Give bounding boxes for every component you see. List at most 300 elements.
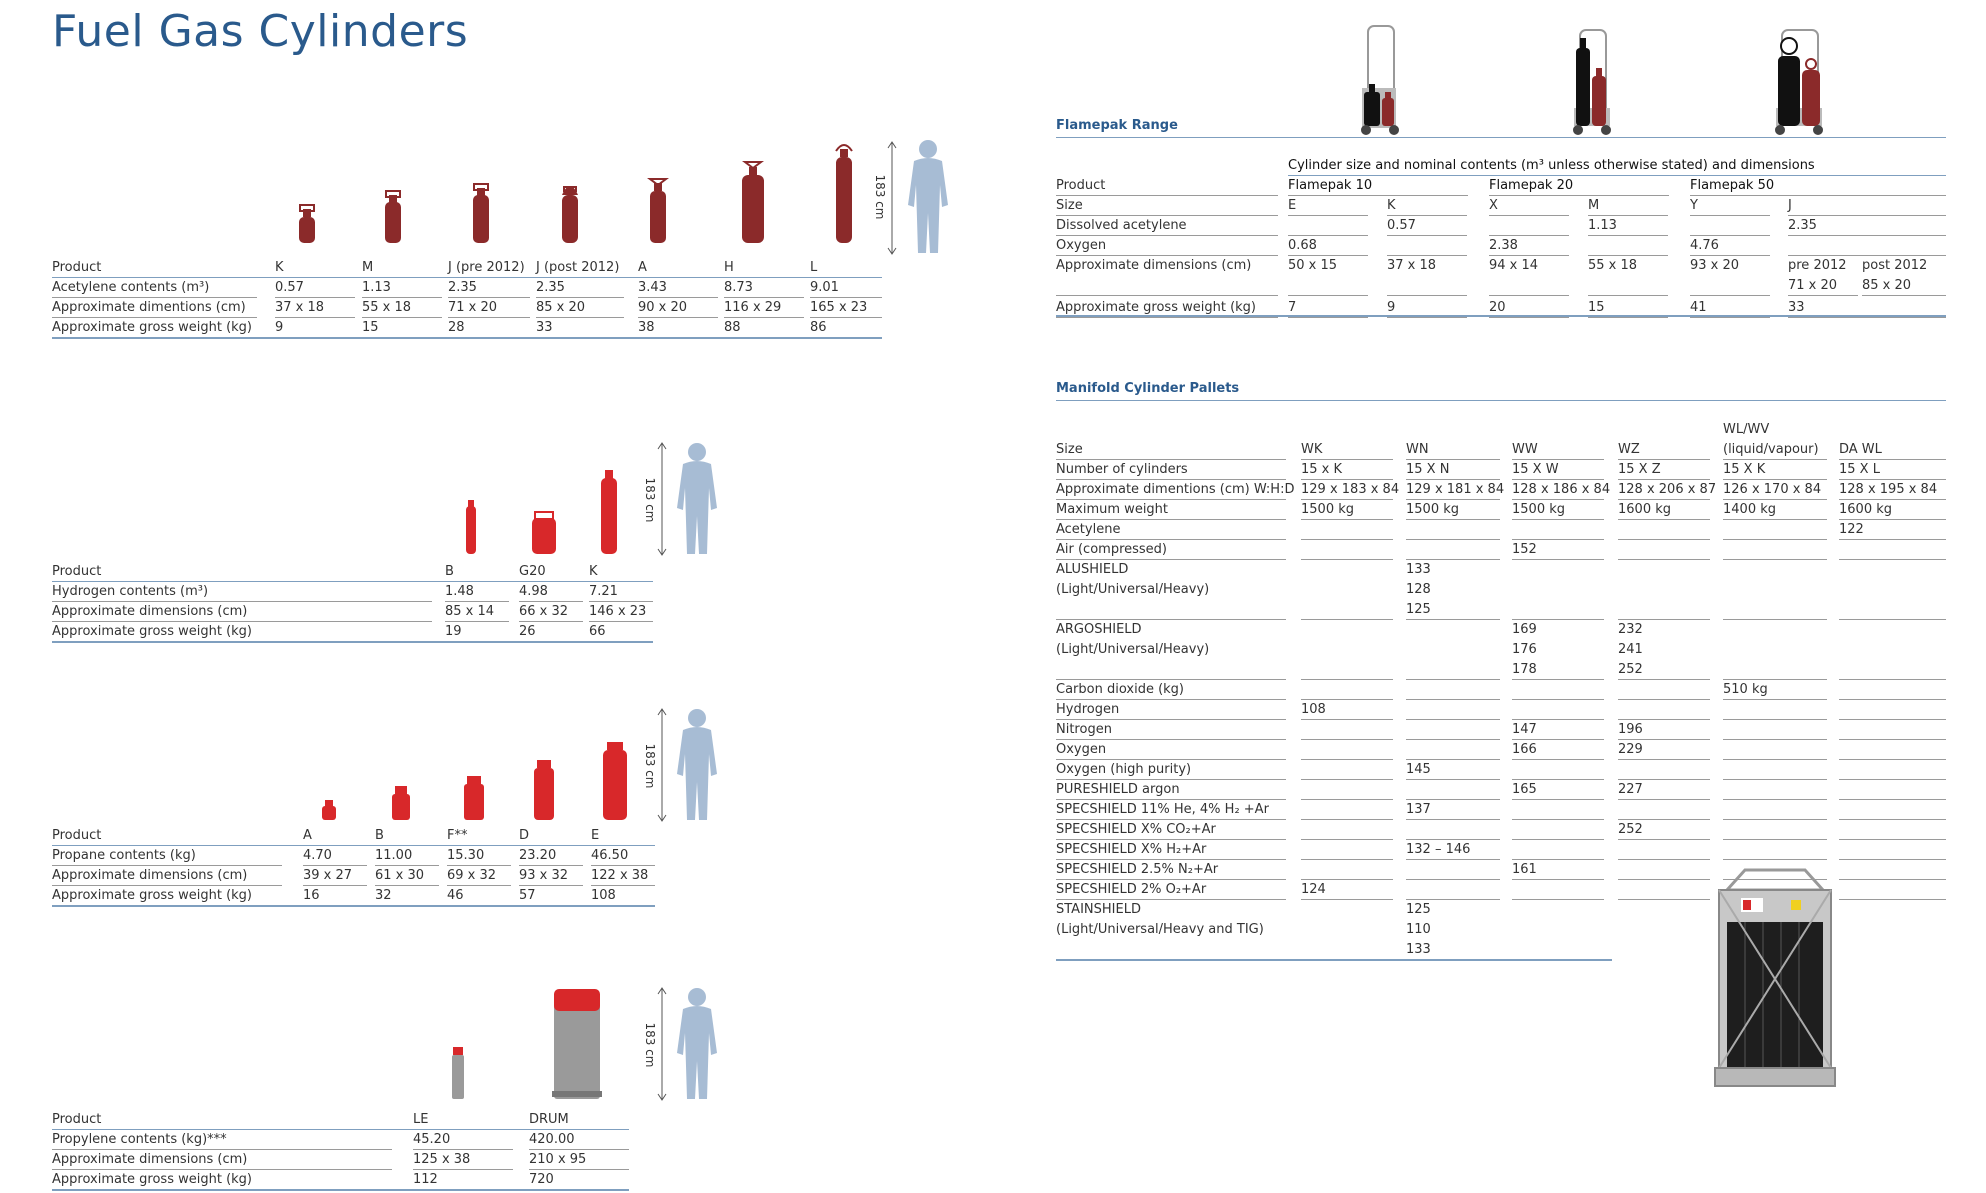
hydrogen-illustration	[440, 440, 730, 560]
cell-value: 169	[1512, 622, 1537, 637]
manifold-section-title: Manifold Cylinder Pallets	[1056, 381, 1240, 396]
table-row	[1056, 580, 1946, 600]
flamepak-50-icon	[1775, 30, 1823, 135]
cell-value: 128 x 186 x 84	[1512, 480, 1604, 500]
cell-value: 125	[1406, 902, 1431, 917]
cylinder-d-icon	[534, 760, 554, 820]
cell-value	[1406, 820, 1500, 840]
row-label: Approximate gross weight (kg)	[1056, 298, 1278, 318]
row-label: Hydrogen contents (m³)	[52, 582, 432, 602]
cell-value	[1406, 780, 1500, 800]
col-wl-sub: (liquid/vapour)	[1723, 440, 1827, 460]
cell-value: 110	[1406, 922, 1431, 937]
header-col: A	[303, 828, 312, 843]
cell-value	[1839, 600, 1946, 620]
row-label: SPECSHIELD 11% He, 4% H₂ +Ar	[1056, 800, 1286, 820]
cell-value: 252	[1618, 660, 1710, 680]
flamepak-50-header: Flamepak 50	[1690, 176, 1946, 196]
header-row	[52, 1110, 642, 1130]
row-label: SPECSHIELD X% CO₂+Ar	[1056, 820, 1286, 840]
j-post-dims: 85 x 20	[1862, 276, 1946, 296]
table-row	[52, 866, 649, 886]
cell-value: 241	[1618, 642, 1643, 657]
table-row	[52, 278, 882, 298]
cell-value: 147	[1512, 720, 1604, 740]
table-row	[1056, 720, 1946, 740]
cell-value: 15 X L	[1839, 460, 1946, 480]
cell-value: 32	[375, 886, 439, 906]
dimensions-row-2	[1056, 276, 1946, 296]
cylinder-f-icon	[464, 776, 484, 820]
header-col: A	[638, 260, 647, 275]
cylinder-b-icon	[466, 500, 476, 554]
cell-spacer	[1288, 276, 1368, 296]
table-row	[1056, 760, 1946, 780]
table-base-rule	[1056, 959, 1612, 961]
cell-value: 1.13	[362, 278, 442, 298]
cell-value	[1723, 780, 1827, 800]
cell-value: 227	[1618, 780, 1710, 800]
cell-value: 145	[1406, 760, 1500, 780]
cell-value: 85 x 20	[536, 298, 624, 318]
cell-value	[1301, 720, 1393, 740]
cell-value: 128 x 206 x 87	[1618, 480, 1710, 500]
acetylene-illustration	[280, 135, 960, 255]
cell-value: 90 x 20	[638, 298, 718, 318]
cell-value: 165	[1512, 780, 1604, 800]
header-col: H	[724, 260, 734, 275]
cell-value: 112	[413, 1170, 513, 1190]
cell-value	[1301, 540, 1393, 560]
table-row	[1056, 840, 1946, 860]
cylinder-k-icon	[601, 470, 617, 554]
cell-value	[1618, 680, 1710, 700]
cell-value: 137	[1406, 800, 1500, 820]
header-col: F**	[447, 828, 468, 843]
table-base-rule	[52, 1189, 629, 1191]
cell-value: 41	[1690, 298, 1770, 318]
cell-value: 0.57	[1387, 216, 1467, 236]
row-label: Approximate dimentions (cm)	[52, 298, 257, 318]
table-row	[52, 602, 647, 622]
header-col: K	[589, 564, 598, 579]
cell-value: 2.35	[1788, 216, 1946, 236]
propane-illustration	[300, 706, 730, 826]
cell-value	[1288, 216, 1368, 236]
row-label: ALUSHIELD	[1056, 562, 1129, 577]
row-label: (Light/Universal/Heavy)	[1056, 642, 1210, 657]
flamepak-illustration	[1340, 22, 1880, 140]
cell-value	[1618, 880, 1710, 900]
cell-value	[1301, 680, 1393, 700]
cell-value: 122	[1839, 520, 1946, 540]
flamepak-20-header: Flamepak 20	[1489, 176, 1669, 196]
flamepak-caption: Cylinder size and nominal contents (m³ unless otherwise stated) and dimensions	[1288, 158, 1815, 173]
row-label: Propane contents (kg)	[52, 846, 282, 866]
cell-value: 129 x 181 x 84	[1406, 480, 1500, 500]
cell-value: 94 x 14	[1489, 258, 1539, 273]
header-row	[52, 562, 642, 582]
cell-value: 152	[1512, 540, 1604, 560]
row-label-spacer	[1056, 276, 1278, 296]
cell-value: 71 x 20	[448, 298, 530, 318]
cell-value	[1301, 840, 1393, 860]
header-col: B	[445, 564, 454, 579]
cell-value	[1723, 620, 1827, 640]
table-row	[1056, 620, 1946, 640]
cell-value	[1723, 740, 1827, 760]
table-row	[52, 886, 642, 906]
table-row	[1056, 640, 1946, 660]
cylinder-e-icon	[603, 742, 627, 820]
cell-value: 9.01	[810, 278, 882, 298]
header-row	[52, 258, 882, 278]
header-product: Product	[52, 1112, 102, 1127]
cell-value: 0.68	[1288, 236, 1368, 256]
cell-value: 39 x 27	[303, 866, 367, 886]
cell-value: 126 x 170 x 84	[1723, 480, 1827, 500]
row-label: Nitrogen	[1056, 720, 1286, 740]
cell-value: 252	[1618, 820, 1710, 840]
oxygen-row	[1056, 236, 1946, 256]
row-label: ARGOSHIELD	[1056, 622, 1142, 637]
cell-value	[1839, 540, 1946, 560]
table-row	[1056, 480, 1946, 500]
cell-value: M	[1588, 196, 1668, 216]
cell-value: 146 x 23	[589, 602, 653, 622]
dimensions-row	[1056, 256, 1946, 276]
col-header: WK	[1301, 440, 1393, 460]
cell-value: 1600 kg	[1618, 500, 1710, 520]
cell-value: 165 x 23	[810, 298, 882, 318]
cell-value: 15	[362, 318, 442, 338]
cell-value: 4.70	[303, 846, 367, 866]
cell-value	[1301, 740, 1393, 760]
cell-value	[1406, 680, 1500, 700]
height-arrow-icon	[658, 443, 666, 555]
cell-value: 133	[1406, 942, 1431, 957]
col-header: WN	[1406, 440, 1500, 460]
cell-value: 4.98	[519, 582, 583, 602]
cylinder-m-icon	[385, 191, 401, 243]
cell-value: 9	[275, 318, 355, 338]
cell-value	[1301, 600, 1393, 620]
cell-value	[1489, 216, 1569, 236]
cell-value: 161	[1512, 860, 1604, 880]
header-col: LE	[413, 1112, 429, 1127]
row-label: Acetylene contents (m³)	[52, 278, 257, 298]
cell-value	[1839, 760, 1946, 780]
cell-value	[1839, 640, 1946, 660]
cell-value: 0.57	[275, 278, 355, 298]
header-col: E	[591, 828, 600, 843]
acetylene-row	[1056, 216, 1946, 236]
cell-value: 66 x 32	[519, 602, 583, 622]
cell-value: 46.50	[591, 846, 655, 866]
cell-value	[1788, 236, 1946, 256]
page-title: Fuel Gas Cylinders	[52, 6, 469, 57]
cell-value: 28	[448, 318, 530, 338]
cell-value: 37 x 18	[275, 298, 355, 318]
table-row	[1056, 500, 1946, 520]
cell-value	[1618, 800, 1710, 820]
cell-value	[1618, 760, 1710, 780]
cell-value	[1301, 660, 1393, 680]
cell-value	[1301, 800, 1393, 820]
cell-value	[1618, 940, 1710, 960]
cell-value	[1839, 860, 1946, 880]
cell-value	[1301, 860, 1393, 880]
table-row	[52, 846, 642, 866]
cell-value: 61 x 30	[375, 866, 439, 886]
header-col: D	[519, 828, 530, 843]
table-row	[1056, 740, 1946, 760]
cell-value: 45.20	[413, 1130, 513, 1150]
header-product: Product	[52, 828, 102, 843]
cell-value	[1301, 580, 1393, 600]
manifold-pallet-illustration	[1705, 862, 1845, 1092]
cell-value: 15 x K	[1301, 460, 1393, 480]
person-silhouette-icon	[677, 709, 717, 820]
cell-value: 116 x 29	[724, 298, 804, 318]
cell-value	[1618, 700, 1710, 720]
cell-value	[1618, 520, 1710, 540]
header-col: J (pre 2012)	[448, 260, 525, 275]
cell-value: 178	[1512, 660, 1604, 680]
header-col: L	[810, 260, 818, 275]
table-base-rule	[52, 905, 655, 907]
cell-value: 125 x 38	[413, 1150, 513, 1170]
height-arrow-icon	[658, 709, 666, 821]
cell-value: 124	[1301, 880, 1393, 900]
cell-value	[1301, 900, 1393, 920]
cell-value	[1512, 800, 1604, 820]
row-label: Oxygen	[1056, 740, 1286, 760]
cell-value: 1400 kg	[1723, 500, 1827, 520]
cylinder-a-icon	[322, 800, 336, 820]
cell-value: 16	[303, 886, 367, 906]
cell-value	[1839, 820, 1946, 840]
cell-value: 23.20	[519, 846, 583, 866]
cell-value: 37 x 18	[1387, 258, 1437, 273]
table-row	[1056, 460, 1946, 480]
cell-value: 15 X K	[1723, 460, 1827, 480]
cell-value	[1618, 920, 1710, 940]
row-label: Approximate gross weight (kg)	[52, 886, 282, 906]
row-label: Approximate dimensions (cm)	[52, 1150, 392, 1170]
cell-value	[1723, 560, 1827, 580]
flamepak-section-rule	[1056, 137, 1946, 138]
cylinder-a-icon	[650, 179, 666, 243]
cell-value	[1839, 580, 1946, 600]
cell-value	[1839, 560, 1946, 580]
table-row	[1056, 600, 1946, 620]
row-label	[1056, 940, 1286, 960]
cell-value	[1512, 880, 1604, 900]
cell-value	[1406, 880, 1500, 900]
hydrogen-table	[52, 562, 647, 642]
cell-value	[1839, 680, 1946, 700]
row-label: Oxygen	[1056, 236, 1278, 256]
person-silhouette-icon	[677, 443, 717, 554]
cell-value	[1512, 560, 1604, 580]
cell-value: 15 X W	[1512, 460, 1604, 480]
cell-value	[1839, 800, 1946, 820]
header-row	[1056, 440, 1946, 460]
cell-value	[1723, 640, 1827, 660]
height-label: 183 cm	[643, 1022, 657, 1068]
cell-value: 69 x 32	[447, 866, 511, 886]
cell-value	[1301, 520, 1393, 540]
cell-value: 210 x 95	[529, 1150, 629, 1170]
cell-value: 2.38	[1489, 236, 1569, 256]
row-label	[1056, 600, 1286, 620]
cell-value: X	[1489, 196, 1569, 216]
cell-value: 11.00	[375, 846, 439, 866]
cell-value: 420.00	[529, 1130, 629, 1150]
cell-value	[1512, 700, 1604, 720]
table-base-rule	[52, 641, 653, 643]
cell-value	[1839, 880, 1946, 900]
cell-value	[1301, 820, 1393, 840]
cell-value: 15 X N	[1406, 460, 1500, 480]
row-label: Air (compressed)	[1056, 540, 1286, 560]
table-row	[52, 622, 642, 642]
row-label: (Light/Universal/Heavy)	[1056, 582, 1210, 597]
cell-value: 85 x 14	[445, 602, 509, 622]
cell-value: 46	[447, 886, 511, 906]
j-post-label: post 2012	[1862, 258, 1928, 273]
row-label: Approximate dimensions (cm)	[1056, 258, 1252, 273]
cell-value	[1406, 640, 1500, 660]
row-label: STAINSHIELD	[1056, 902, 1141, 917]
table-row	[52, 1130, 642, 1150]
cell-value: 9	[1387, 298, 1467, 318]
person-silhouette-icon	[908, 140, 948, 253]
cell-value: E	[1288, 196, 1368, 216]
cell-value: 128 x 195 x 84	[1839, 480, 1946, 500]
cell-value	[1512, 820, 1604, 840]
cell-value: 66	[589, 622, 653, 642]
cell-value	[1723, 660, 1827, 680]
cell-value: 55 x 18	[362, 298, 442, 318]
cell-value: 125	[1406, 600, 1500, 620]
cell-value: 129 x 183 x 84	[1301, 480, 1393, 500]
cell-value: 132 – 146	[1406, 840, 1500, 860]
row-label: Hydrogen	[1056, 700, 1286, 720]
acetylene-table	[52, 258, 882, 338]
header-row	[52, 826, 642, 846]
cell-value: 19	[445, 622, 509, 642]
cell-value	[1512, 760, 1604, 780]
cell-value	[1723, 600, 1827, 620]
cell-value: 33	[1788, 298, 1946, 318]
cell-value: 26	[519, 622, 583, 642]
cell-value: 108	[591, 886, 655, 906]
j-pre-dims: 71 x 20	[1788, 276, 1858, 296]
cell-value	[1839, 940, 1946, 960]
row-label: Dissolved acetylene	[1056, 216, 1278, 236]
row-label: (Light/Universal/Heavy and TIG)	[1056, 922, 1264, 937]
cell-value	[1406, 620, 1500, 640]
table-row	[1056, 520, 1946, 540]
table-row	[1056, 680, 1946, 700]
header-col: DRUM	[529, 1112, 569, 1127]
cell-value	[1618, 600, 1710, 620]
row-label: Approximate dimensions (cm)	[52, 866, 282, 886]
cell-value	[1512, 680, 1604, 700]
cell-value: 7	[1288, 298, 1368, 318]
cell-value: Y	[1690, 196, 1770, 216]
flamepak-section-title: Flamepak Range	[1056, 118, 1178, 133]
person-silhouette-icon	[677, 988, 717, 1099]
row-label: SPECSHIELD 2.5% N₂+Ar	[1056, 860, 1286, 880]
col-header: WW	[1512, 440, 1604, 460]
table-row	[1056, 700, 1946, 720]
row-label: Number of cylinders	[1056, 460, 1286, 480]
cell-value: 133	[1406, 562, 1431, 577]
cell-value	[1301, 760, 1393, 780]
cell-value	[1839, 780, 1946, 800]
cell-value	[1406, 660, 1500, 680]
cell-value: 510 kg	[1723, 680, 1827, 700]
cell-value: 55 x 18	[1588, 258, 1638, 273]
cell-value: 93 x 32	[519, 866, 583, 886]
row-label	[1056, 660, 1286, 680]
table-row	[1056, 560, 1946, 580]
cylinder-h-icon	[742, 162, 764, 243]
header-col: M	[362, 260, 374, 275]
col-header: WZ	[1618, 440, 1710, 460]
row-label: SPECSHIELD 2% O₂+Ar	[1056, 880, 1286, 900]
cell-spacer	[1588, 276, 1668, 296]
cell-value	[1512, 600, 1604, 620]
cell-value: K	[1387, 196, 1467, 216]
header-col: K	[275, 260, 284, 275]
cell-value: 93 x 20	[1690, 258, 1740, 273]
cell-value	[1839, 920, 1946, 940]
row-label: SPECSHIELD X% H₂+Ar	[1056, 840, 1286, 860]
cell-value	[1301, 560, 1393, 580]
header-row-top	[1056, 420, 1946, 440]
cell-value: 1500 kg	[1512, 500, 1604, 520]
row-label: Carbon dioxide (kg)	[1056, 680, 1286, 700]
cylinder-k-icon	[299, 205, 315, 243]
flamepak-20-icon	[1573, 30, 1611, 135]
cell-value	[1839, 700, 1946, 720]
cell-value	[1723, 840, 1827, 860]
j-pre-label: pre 2012	[1788, 258, 1847, 273]
table-row	[52, 298, 882, 318]
row-label: Maximum weight	[1056, 500, 1286, 520]
cell-value: 15	[1588, 298, 1668, 318]
drum-icon	[552, 989, 602, 1099]
table-base-rule	[1056, 315, 1946, 317]
cell-value	[1512, 840, 1604, 860]
cell-value: 1.48	[445, 582, 509, 602]
table-row	[52, 318, 882, 338]
cell-value: 1600 kg	[1839, 500, 1946, 520]
cell-value	[1839, 720, 1946, 740]
cell-value	[1723, 760, 1827, 780]
table-row	[1056, 780, 1946, 800]
header-product: Product	[52, 564, 102, 579]
cell-value	[1839, 900, 1946, 920]
cell-value	[1512, 520, 1604, 540]
cell-value	[1723, 800, 1827, 820]
flamepak-table	[1056, 156, 1946, 318]
header-col: J (post 2012)	[536, 260, 620, 275]
